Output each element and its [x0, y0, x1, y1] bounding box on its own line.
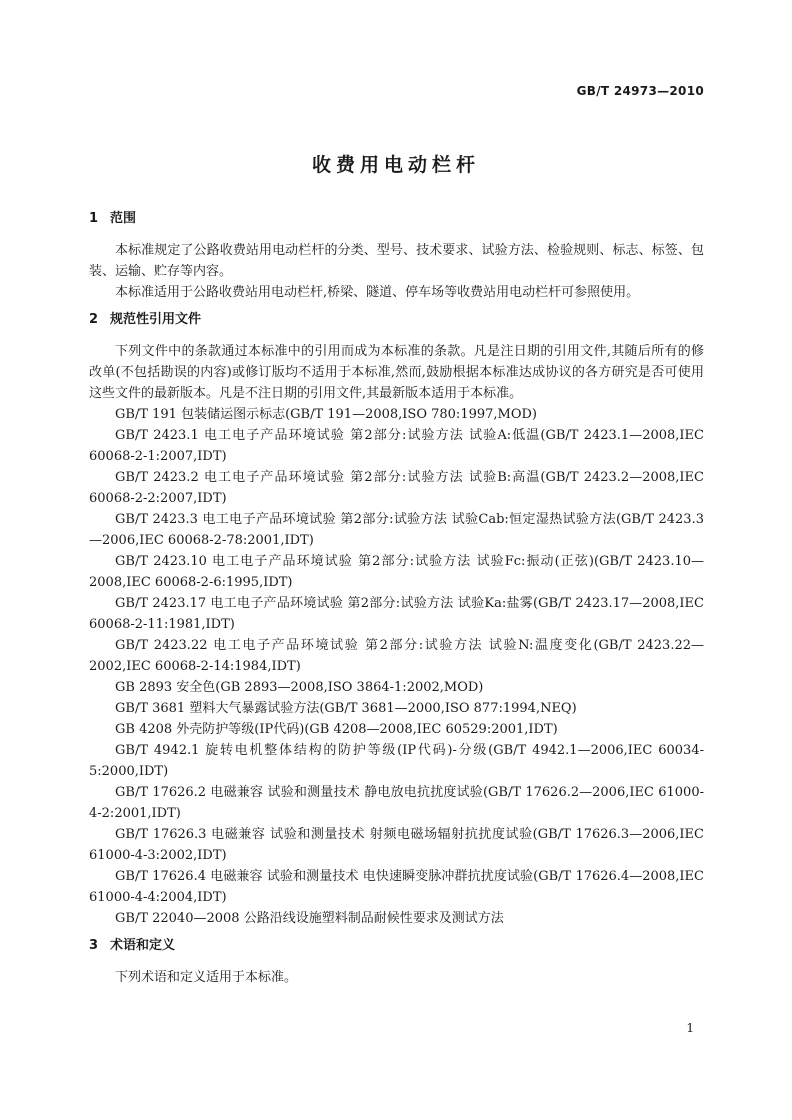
reference-item: GB/T 4942.1 旋转电机整体结构的防护等级(IP代码)-分级(GB/T 4942.1—2006,IEC 60034-5:2000,IDT)	[89, 743, 704, 779]
section-heading	[89, 208, 704, 230]
reference-item: GB/T 2423.17 电工电子产品环境试验 第2部分:试验方法 试验Ka:盐雾(GB/T 2423.17—2008,IEC 60068-2-11:1981,IDT)	[89, 596, 704, 632]
section-number: 1	[89, 211, 99, 226]
section-scope	[89, 208, 704, 303]
section-normative-references	[89, 309, 704, 929]
reference-item: GB/T 3681 塑料大气暴露试验方法(GB/T 3681—2000,ISO 877:1994,NEQ)	[115, 701, 577, 716]
section-title: 规范性引用文件	[110, 312, 202, 327]
reference-item: GB/T 17626.3 电磁兼容 试验和测量技术 射频电磁场辐射抗扰度试验(GB/T 17626.3—2006,IEC 61000-4-3:2002,IDT)	[89, 827, 704, 863]
reference-item: GB/T 2423.22 电工电子产品环境试验 第2部分:试验方法 试验N:温度变化(GB/T 2423.22—2002,IEC 60068-2-14:1984,IDT)	[89, 638, 704, 674]
paragraph: 下列术语和定义适用于本标准。	[115, 970, 298, 985]
section-heading	[89, 309, 704, 331]
section-heading	[89, 935, 704, 957]
section-number: 3	[89, 938, 99, 953]
page-number: 1	[686, 1021, 694, 1035]
section-terms-definitions	[89, 935, 704, 988]
reference-item: GB 2893 安全色(GB 2893—2008,ISO 3864-1:2002,MOD)	[115, 680, 484, 695]
standard-code: GB/T 24973—2010	[576, 84, 704, 98]
reference-item: GB/T 17626.2 电磁兼容 试验和测量技术 静电放电抗扰度试验(GB/T 17626.2—2006,IEC 61000-4-2:2001,IDT)	[89, 785, 704, 821]
reference-item: GB/T 191 包装储运图示标志(GB/T 191—2008,ISO 780:1997,MOD)	[115, 407, 537, 422]
reference-item: GB/T 22040—2008 公路沿线设施塑料制品耐候性要求及测试方法	[115, 911, 504, 926]
paragraph: 本标准规定了公路收费站用电动栏杆的分类、型号、技术要求、试验方法、检验规则、标志、标签、包装、运输、贮存等内容。	[89, 243, 704, 279]
reference-item: GB/T 17626.4 电磁兼容 试验和测量技术 电快速瞬变脉冲群抗扰度试验(GB/T 17626.4—2008,IEC 61000-4-4:2004,IDT)	[89, 869, 704, 905]
section-title: 术语和定义	[110, 938, 176, 953]
reference-item: GB/T 2423.3 电工电子产品环境试验 第2部分:试验方法 试验Cab:恒定湿热试验方法(GB/T 2423.3—2006,IEC 60068-2-78:2001,IDT)	[89, 512, 704, 548]
paragraph: 本标准适用于公路收费站用电动栏杆,桥梁、隧道、停车场等收费站用电动栏杆可参照使用。	[115, 285, 640, 300]
reference-item: GB/T 2423.1 电工电子产品环境试验 第2部分:试验方法 试验A:低温(GB/T 2423.1—2008,IEC 60068-2-1:2007,IDT)	[89, 428, 704, 464]
reference-item: GB 4208 外壳防护等级(IP代码)(GB 4208—2008,IEC 60529:2001,IDT)	[115, 722, 558, 737]
section-title: 范围	[110, 211, 137, 226]
section-number: 2	[89, 312, 99, 327]
reference-item: GB/T 2423.10 电工电子产品环境试验 第2部分:试验方法 试验Fc:振动(正弦)(GB/T 2423.10—2008,IEC 60068-2-6:1995,IDT)	[89, 554, 704, 590]
document-body	[89, 208, 704, 994]
paragraph: 下列文件中的条款通过本标准中的引用而成为本标准的条款。凡是注日期的引用文件,其随后所有的修改单(不包括勘误的内容)或修订版均不适用于本标准,然而,鼓励根据本标准达成协议的各方研究是否可使用这些文件的最新版本。凡是不注日期的引用文件,其最新版本适用于本标准。	[89, 344, 704, 401]
document-title: 收费用电动栏杆	[311, 154, 480, 176]
reference-item: GB/T 2423.2 电工电子产品环境试验 第2部分:试验方法 试验B:高温(GB/T 2423.2—2008,IEC 60068-2-2:2007,IDT)	[89, 470, 704, 506]
